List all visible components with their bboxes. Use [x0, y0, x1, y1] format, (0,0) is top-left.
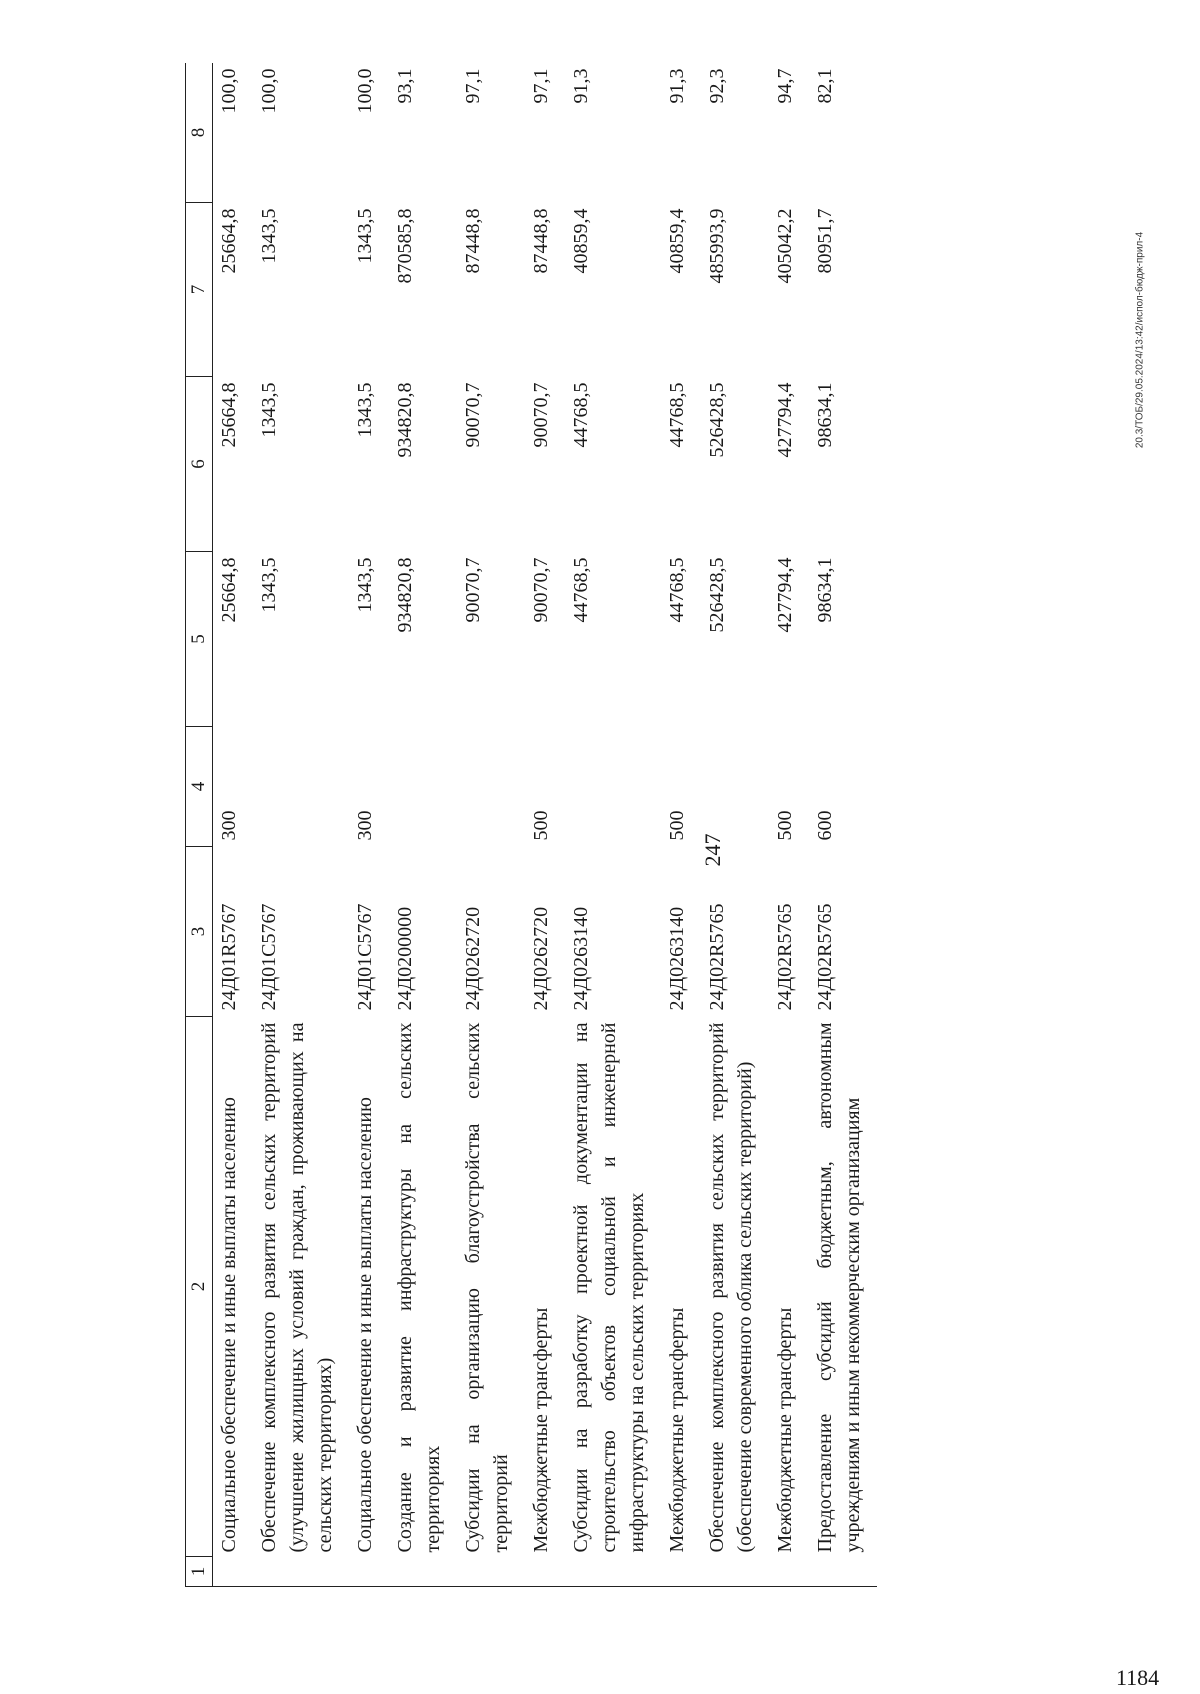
row-col5: 44768,5: [570, 557, 592, 623]
row-col6: 934820,8: [394, 382, 416, 458]
row-col5: 90070,7: [530, 557, 552, 623]
table-row: [389, 63, 457, 1587]
row-code: 24Д0262720: [530, 906, 552, 1011]
row-marker-cell: [661, 1557, 701, 1587]
table-row: [525, 63, 565, 1587]
row-col7: 40859,4: [666, 208, 688, 274]
row-col5: 1343,5: [258, 557, 280, 613]
row-col5: 98634,1: [814, 557, 836, 623]
row-code: 24Д01С5767: [354, 903, 376, 1011]
row-col8: 100,0: [354, 68, 376, 114]
row-name: Обеспечение комплексного развития сельских территорий (улучшение жилищных условий граждан, проживающих на сельских территориях): [258, 1022, 336, 1553]
row-marker-cell: [389, 1557, 457, 1587]
row-col5: 1343,5: [354, 557, 376, 613]
row-col8: 94,7: [774, 68, 796, 104]
row-code: 24Д0262720: [462, 906, 484, 1011]
row-col6: 90070,7: [462, 382, 484, 448]
row-marker-cell: [349, 1557, 389, 1587]
row-col6: 1343,5: [354, 382, 376, 438]
table-row: [213, 63, 254, 1587]
row-col8: 93,1: [394, 68, 416, 104]
row-expense-type: [389, 727, 457, 847]
row-col8: 100,0: [218, 68, 240, 114]
row-expense-type: [701, 727, 769, 847]
row-col7: 87448,8: [462, 208, 484, 274]
row-col6: 98634,1: [814, 382, 836, 448]
row-col8: 100,0: [258, 68, 280, 114]
row-name: Межбюджетные трансферты: [774, 1307, 796, 1553]
row-name: Межбюджетные трансферты: [666, 1307, 688, 1553]
row-col6: 44768,5: [666, 382, 688, 448]
row-code: 24Д0263140: [666, 906, 688, 1011]
budget-table-rotated: [185, 63, 1200, 1587]
row-marker-cell: [701, 1557, 769, 1587]
row-col8: 97,1: [462, 68, 484, 104]
row-col6: 90070,7: [530, 382, 552, 448]
table-row: [457, 63, 525, 1587]
row-col7: 80951,7: [814, 208, 836, 274]
row-col7: 405042,2: [774, 208, 796, 284]
budget-table-container: [185, 63, 1200, 1587]
row-marker-cell: [457, 1557, 525, 1587]
row-col5: 427794,4: [774, 557, 796, 633]
row-expense-type: 600: [814, 810, 836, 841]
row-col5: 25664,8: [218, 557, 240, 623]
row-expense-type: 500: [666, 810, 688, 841]
row-col8: 91,3: [666, 68, 688, 104]
table-row: [565, 63, 661, 1587]
table-row: [661, 63, 701, 1587]
row-name: Предоставление субсидий бюджетным, автономным учреждениям и иным некоммерческим организациям: [814, 1022, 864, 1553]
row-name: Межбюджетные трансферты: [530, 1307, 552, 1553]
table-row: [253, 63, 349, 1587]
row-marker-cell: [809, 1557, 877, 1587]
row-code: 24Д0200000: [394, 906, 416, 1011]
table-row: [809, 63, 877, 1587]
column-header-4: 4: [186, 727, 213, 847]
row-col8: 92,3: [706, 68, 728, 104]
row-marker-cell: [213, 1557, 254, 1587]
page-number: 247: [700, 833, 725, 867]
row-marker-cell: [525, 1557, 565, 1587]
table-body: [213, 63, 878, 1587]
row-expense-type: [457, 727, 525, 847]
row-col5: 526428,5: [706, 557, 728, 633]
column-header-2: 2: [186, 1017, 213, 1557]
row-col6: 526428,5: [706, 382, 728, 458]
column-header-5: 5: [186, 552, 213, 727]
row-code: 24Д01R5767: [218, 903, 240, 1011]
row-name: Социальное обеспечение и иные выплаты населению: [354, 1097, 376, 1553]
table-row: [701, 63, 769, 1587]
row-expense-type: 300: [354, 810, 376, 841]
row-code: 24Д02R5765: [814, 903, 836, 1011]
row-col5: 44768,5: [666, 557, 688, 623]
row-expense-type: 500: [530, 810, 552, 841]
table-header: [186, 63, 213, 1587]
row-col7: 87448,8: [530, 208, 552, 274]
row-col7: 1343,5: [258, 208, 280, 264]
row-expense-type: 300: [218, 810, 240, 841]
row-name: Субсидии на разработку проектной документации на строительство объектов социальной и инженерной инфраструктуры на сельских территориях: [570, 1022, 648, 1553]
row-expense-type: [565, 727, 661, 847]
row-marker-cell: [253, 1557, 349, 1587]
row-col6: 427794,4: [774, 382, 796, 458]
row-col7: 1343,5: [354, 208, 376, 264]
row-col5: 934820,8: [394, 557, 416, 633]
row-col8: 97,1: [530, 68, 552, 104]
column-header-8: 8: [186, 63, 213, 203]
row-marker-cell: [769, 1557, 809, 1587]
row-col8: 82,1: [814, 68, 836, 104]
row-code: 24Д02R5765: [706, 903, 728, 1011]
row-expense-type: 500: [774, 810, 796, 841]
column-header-6: 6: [186, 377, 213, 552]
row-code: 24Д0263140: [570, 906, 592, 1011]
document-path-stamp: 20.3/ТОБ/29.05.2024/13:42/испол-бюдж-прил-4: [1134, 231, 1146, 449]
row-col6: 1343,5: [258, 382, 280, 438]
row-col6: 44768,5: [570, 382, 592, 448]
budget-table: [185, 63, 877, 1587]
row-col5: 90070,7: [462, 557, 484, 623]
table-row: [769, 63, 809, 1587]
row-code: 24Д01С5767: [258, 903, 280, 1011]
column-header-1: 1: [186, 1557, 213, 1587]
column-header-3: 3: [186, 847, 213, 1017]
row-name: Социальное обеспечение и иные выплаты населению: [218, 1097, 240, 1553]
row-expense-type: [253, 727, 349, 847]
column-header-7: 7: [186, 203, 213, 377]
row-marker-cell: [565, 1557, 661, 1587]
row-col7: 485993,9: [706, 208, 728, 284]
row-col6: 25664,8: [218, 382, 240, 448]
sheet-number: 1184: [1116, 1665, 1160, 1690]
row-code: 24Д02R5765: [774, 903, 796, 1011]
row-name: Обеспечение комплексного развития сельских территорий (обеспечение современного облика сельских территорий): [706, 1022, 756, 1553]
row-col7: 25664,8: [218, 208, 240, 274]
row-col8: 91,3: [570, 68, 592, 104]
table-row: [349, 63, 389, 1587]
row-name: Субсидии на организацию благоустройства сельских территорий: [462, 1022, 512, 1553]
row-name: Создание и развитие инфраструктуры на сельских территориях: [394, 1022, 444, 1553]
row-col7: 40859,4: [570, 208, 592, 274]
row-col7: 870585,8: [394, 208, 416, 284]
